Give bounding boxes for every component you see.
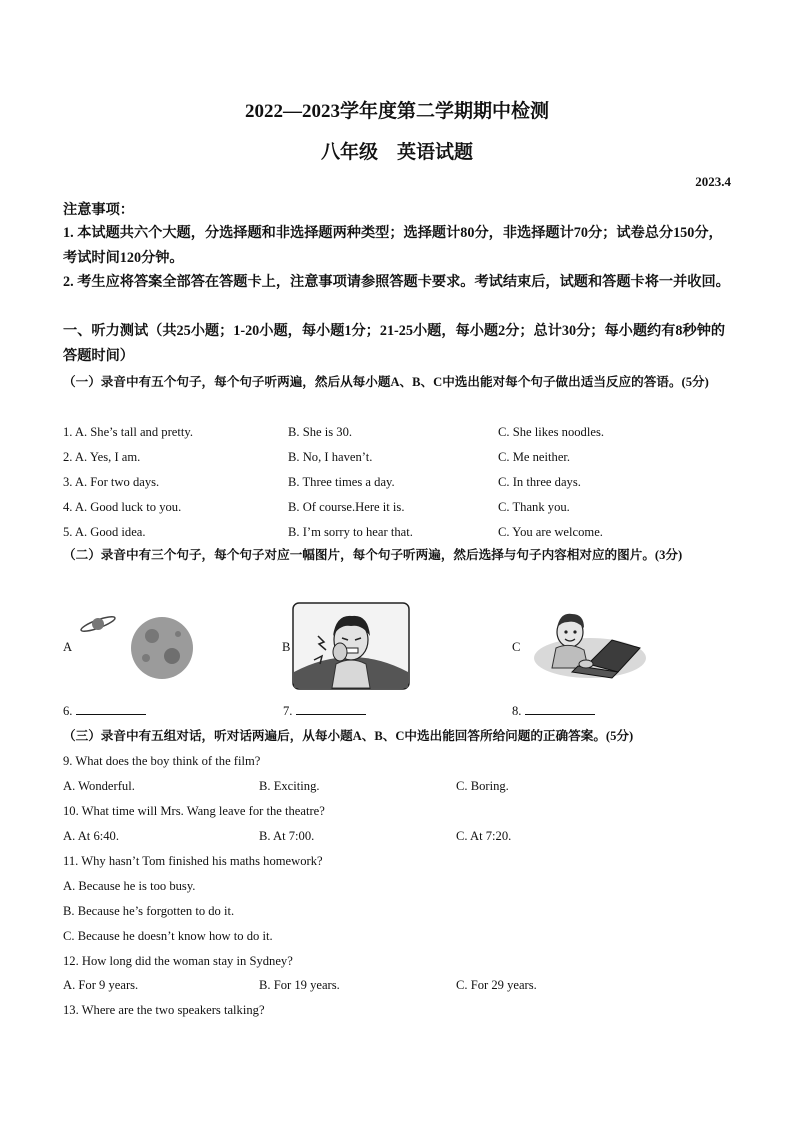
notes-heading: 注意事项： xyxy=(63,202,134,218)
option-b: B. At 7:00. xyxy=(259,829,315,843)
crater xyxy=(175,631,181,637)
small-planet xyxy=(92,618,104,630)
question-13: 13. Where are the two speakers talking? xyxy=(63,1003,265,1017)
option-b: B. She is 30. xyxy=(288,425,353,439)
crater xyxy=(164,648,180,664)
blank-number: 6. xyxy=(63,704,73,718)
option-b: B. Three times a day. xyxy=(288,475,395,489)
hand xyxy=(579,660,593,668)
crater xyxy=(145,629,159,643)
option-c: C. You are welcome. xyxy=(498,525,603,539)
option-b: B. Exciting. xyxy=(259,779,320,793)
option-a: 1. A. She’s tall and pretty. xyxy=(63,425,194,439)
question-11: 11. Why hasn’t Tom finished his maths homework? xyxy=(63,854,323,868)
eye xyxy=(573,630,576,633)
part1-instruction: （一）录音中有五个句子，每个句子听两遍，然后从每小题A、B、C中选出能对每个句子做出适当反应的答语。(5分) xyxy=(63,375,709,389)
laptop-boy-picture xyxy=(528,606,646,684)
option-c: C. Because he doesn’t know how to do it. xyxy=(63,929,273,943)
exam-date: 2023.4 xyxy=(695,174,731,189)
option-a: A. For 9 years. xyxy=(63,978,139,992)
option-a: A. Because he is too busy. xyxy=(63,879,196,893)
option-a: 2. A. Yes, I am. xyxy=(63,450,141,464)
moon xyxy=(131,617,193,679)
part2-instruction: （二）录音中有三个句子，每个句子对应一幅图片，每个句子听两遍，然后选择与句子内容相对应的图片。(3分) xyxy=(63,548,683,562)
option-a: 4. A. Good luck to you. xyxy=(63,500,182,514)
blank-6 xyxy=(63,700,146,722)
note-item-1: 1. 本试题共六个大题，分选择题和非选择题两种类型；选择题计80分，非选择题计70分；试卷总分150分，考试时间120分钟。 xyxy=(63,225,723,266)
option-a: A. At 6:40. xyxy=(63,829,119,843)
exam-subtitle: 八年级 英语试题 xyxy=(320,142,473,163)
crater xyxy=(142,654,150,662)
option-b: B. I’m sorry to hear that. xyxy=(288,525,413,539)
option-b: B. Because he’s forgotten to do it. xyxy=(63,904,235,918)
moon-planet-picture xyxy=(74,612,214,682)
answer-line[interactable] xyxy=(76,700,146,715)
blank-number: 8. xyxy=(512,704,522,718)
question-12: 12. How long did the woman stay in Sydney? xyxy=(63,954,293,968)
part3-instruction: （三）录音中有五组对话，听对话两遍后，从每小题A、B、C中选出能回答所给问题的正确答案。(5分) xyxy=(63,729,634,743)
answer-line[interactable] xyxy=(525,700,595,715)
blank-8 xyxy=(512,700,595,722)
option-c: C. Boring. xyxy=(456,779,509,793)
option-b: B. For 19 years. xyxy=(259,978,340,992)
option-b: B. No, I haven’t. xyxy=(288,450,373,464)
option-c: C. In three days. xyxy=(498,475,581,489)
option-c: C. She likes noodles. xyxy=(498,425,604,439)
picture-label-c: C xyxy=(512,640,521,654)
eye xyxy=(564,630,567,633)
answer-line[interactable] xyxy=(296,700,366,715)
hand xyxy=(333,643,347,661)
option-a: 3. A. For two days. xyxy=(63,475,160,489)
option-b: B. Of course.Here it is. xyxy=(288,500,405,514)
shirt xyxy=(332,660,370,688)
picture-label-b: B xyxy=(282,640,291,654)
blank-number: 7. xyxy=(283,704,293,718)
toothache-picture xyxy=(292,602,410,690)
option-c: C. At 7:20. xyxy=(456,829,512,843)
section1-heading: 一、听力测试（共25小题；1-20小题，每小题1分；21-25小题，每小题2分；总计30分；每小题约有8秒钟的答题时间） xyxy=(63,323,726,364)
exam-title: 2022—2023学年度第二学期期中检测 xyxy=(244,101,549,122)
blank-7 xyxy=(283,700,366,722)
picture-label-a: A xyxy=(63,640,73,654)
option-a: A. Wonderful. xyxy=(63,779,135,793)
option-c: C. Thank you. xyxy=(498,500,570,514)
option-c: C. Me neither. xyxy=(498,450,571,464)
option-c: C. For 29 years. xyxy=(456,978,537,992)
question-9: 9. What does the boy think of the film? xyxy=(63,754,261,768)
option-a: 5. A. Good idea. xyxy=(63,525,146,539)
question-10: 10. What time will Mrs. Wang leave for the theatre? xyxy=(63,804,325,818)
note-item-2: 2. 考生应将答案全部答在答题卡上，注意事项请参照答题卡要求。考试结束后，试题和答题卡将一并收回。 xyxy=(63,274,730,290)
